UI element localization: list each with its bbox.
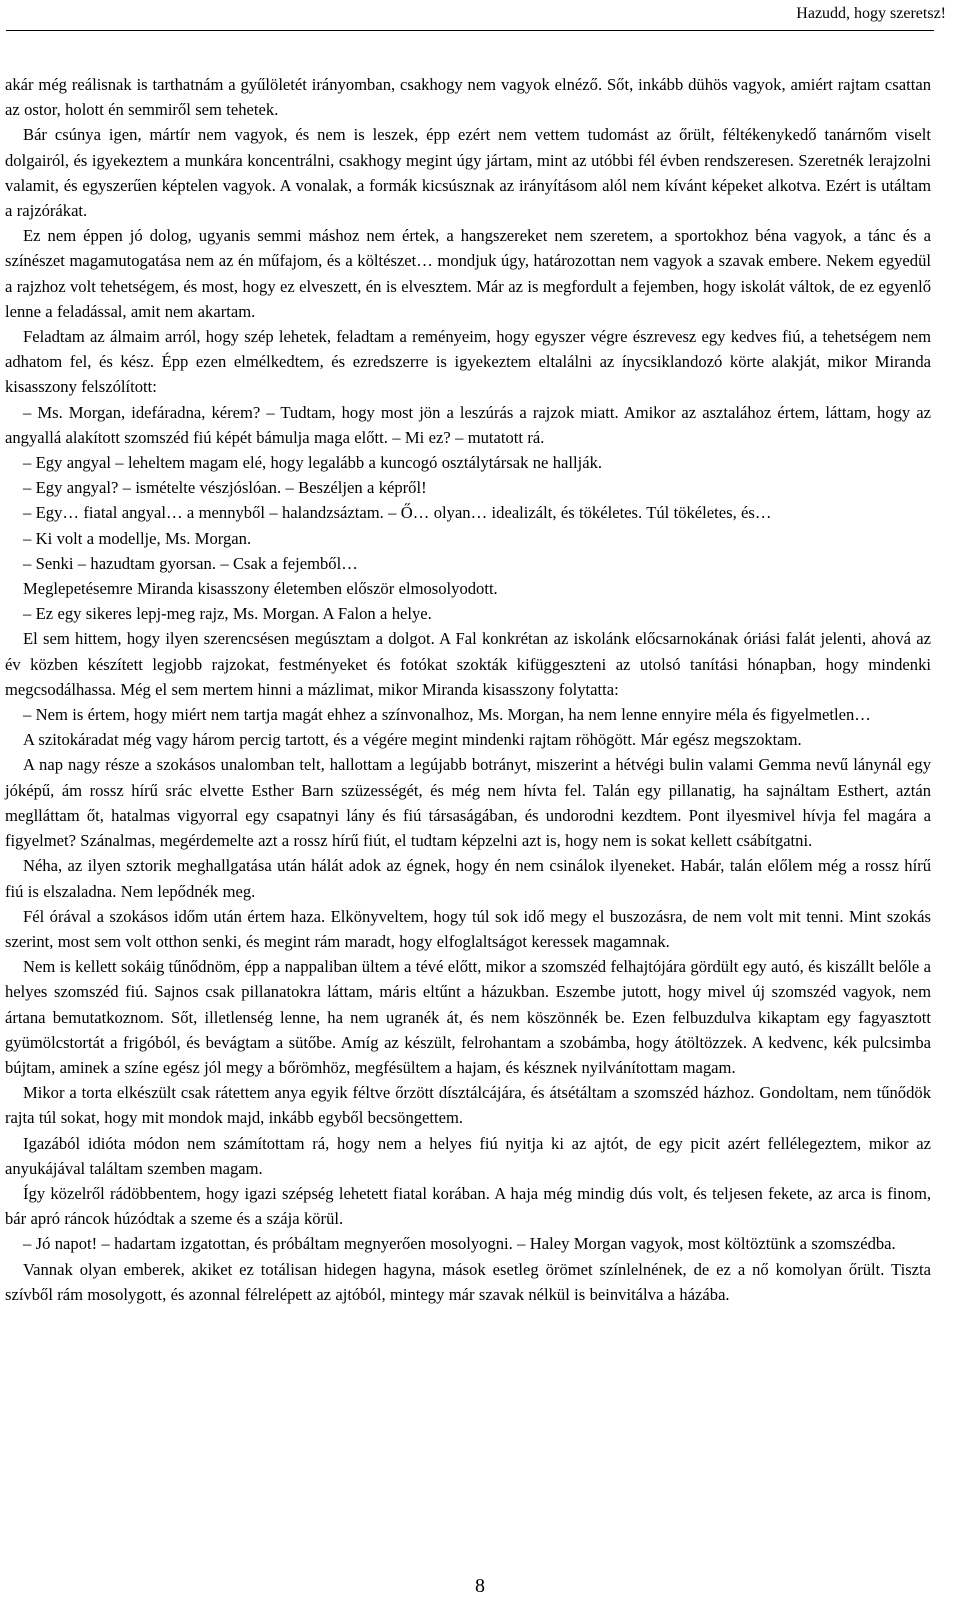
dialogue-line: – Egy… fiatal angyal… a mennyből – halandzsáztam. – Ő… olyan… idealizált, és tökéletes. Túl tökéletes, és… <box>23 503 772 523</box>
paragraph: Vannak olyan emberek, akiket ez totálisan hidegen hagyna, mások esetleg örömet színlelnének, de ez a nő komolyan őrült. Tiszta szívből rám mosolygott, és azonnal félrelépett az ajtóból, mintegy már szavak nélkül is beinvitálva a házába. <box>5 1259 931 1304</box>
paragraph: Bár csúnya igen, mártír nem vagyok, és nem is leszek, épp ezért nem vettem tudomást az őrült, féltékenykedő tanárnőm viselt dolgairól, és igyekeztem a munkára koncentrálni, csakhogy megint úgy jártam, mint az utóbbi fél évben rendszeresen. Szeretnék lerajzolni valamit, és egyszerűen képtelen vagyok. A vonalak, a formák kicsúsznak az irányításom alól nem kívánt képeket alkotva. Ezért is utáltam a rajzórákat. <box>5 125 931 221</box>
paragraph: Fél órával a szokásos időm után értem haza. Elkönyveltem, hogy túl sok idő megy el buszozásra, de nem volt mit tenni. Mint szokás szerint, most sem volt otthon senki, és megint rám maradt, hogy elfoglaltságot keressek magamnak. <box>5 906 931 951</box>
paragraph: Meglepetésemre Miranda kisasszony életemben először elmosolyodott. <box>23 579 498 599</box>
paragraph: Nem is kellett sokáig tűnődnöm, épp a nappaliban ültem a tévé előtt, mikor a szomszéd felhajtójára gördült egy autó, és kiszállt belőle a helyes szomszéd fiú. Sajnos csak pillanatokra láttam, máris eltűnt a házukban. Eszembe jutott, hogy mivel új szomszéd vagyok, nem ártana bemutatkoznom. Sőt, illetlenség lenne, ha nem ugranék át, és nem köszönnék be. Ezen felbuzdulva kikaptam egy fagyasztott gyümölcstortát a frigóból, és bevágtam a sütőbe. Amíg az készült, felrohantam a szobámba, hogy átöltözzek. A kedvenc, kék pulcsimba bújtam, aminek a színe egész jól megy a bőrömhöz, megfésültem a hajam, és késznek nyilvánítottam magam. <box>5 957 931 1077</box>
paragraph: Néha, az ilyen sztorik meghallgatása után hálát adok az égnek, hogy én nem csinálok ilyeneket. Habár, talán előlem még a rossz hírű fiú is elszaladna. Nem lepődnék meg. <box>5 856 931 901</box>
paragraph: Mikor a torta elkészült csak rátettem anya egyik féltve őrzött dísztálcájára, és átsétáltam a szomszéd házhoz. Gondoltam, nem tűnődök rajta túl sokat, hogy mit mondok majd, inkább egyből becsöngettem. <box>5 1083 931 1128</box>
paragraph: Feladtam az álmaim arról, hogy szép lehetek, feladtam a reményeim, hogy egyszer végre észrevesz egy kedves fiú, a tehetségem nem adhatom fel, és kész. Épp ezen elmélkedtem, és ezredszerre is igyekeztem eltalálni az ínycsiklandozó körte alakját, mikor Miranda kisasszony felszólított: <box>5 327 931 397</box>
dialogue-line: – Ms. Morgan, idefáradna, kérem? – Tudtam, hogy most jön a leszúrás a rajzok miatt. Amikor az asztalához értem, láttam, hogy az angyallá alakított szomszéd fiú képét bámulja maga előtt. – Mi ez? – mutatott rá. <box>5 402 931 447</box>
dialogue-line: – Egy angyal – leheltem magam elé, hogy legalább a kuncogó osztálytársak ne hallják. <box>23 453 603 473</box>
dialogue-line: – Ez egy sikeres lepj-meg rajz, Ms. Morgan. A Falon a helye. <box>23 604 432 624</box>
dialogue-line: – Egy angyal? – ismételte vészjóslóan. – Beszéljen a képről! <box>23 478 427 498</box>
paragraph: Ez nem éppen jó dolog, ugyanis semmi máshoz nem értek, a hangszereket nem szeretem, a sportokhoz béna vagyok, a tánc és a színészet magamutogatása nem az én műfajom, és a költészet… mondjuk úgy, határozottan nem vagyok a szavak embere. Nekem egyedül a rajzhoz volt tehetségem, és most, hogy ez elveszett, én is elvesztem. Már az is megfordult a fejemben, hogy iskolát váltok, de ez egyenlő lenne a feladással, amit nem akartam. <box>5 226 931 321</box>
running-header: Hazudd, hogy szeretsz! <box>796 5 946 22</box>
dialogue-line: – Senki – hazudtam gyorsan. – Csak a fejemből… <box>23 553 358 573</box>
dialogue-line: – Nem is értem, hogy miért nem tartja magát ehhez a színvonalhoz, Ms. Morgan, ha nem lenne ennyire méla és figyelmetlen… <box>23 705 871 725</box>
dialogue-line: – Jó napot! – hadartam izgatottan, és próbáltam megnyerően mosolyogni. – Haley Morgan vagyok, most költöztünk a szomszédba. <box>23 1234 896 1254</box>
paragraph: El sem hittem, hogy ilyen szerencsésen megúsztam a dolgot. A Fal konkrétan az iskolánk előcsarnokának óriási falát jelenti, ahová az év közben készített legjobb rajzokat, festményeket és fotókat szokták kifüggeszteni az utolsó tanítási hónapban, hogy mindenki megcsodálhassa. Még el sem mertem hinni a mázlimat, mikor Miranda kisasszony folytatta: <box>5 629 931 699</box>
paragraph: Igazából idióta módon nem számítottam rá, hogy nem a helyes fiú nyitja ki az ajtót, de egy picit azért fellélegeztem, mikor az anyukájával találtam szemben magam. <box>5 1133 931 1178</box>
paragraph: Így közelről rádöbbentem, hogy igazi szépség lehetett fiatal korában. A haja még mindig dús volt, és teljesen fekete, az arca is finom, bár apró ráncok húzódtak a szeme és a szája körül. <box>5 1183 931 1229</box>
paragraph: akár még reálisnak is tarthatnám a gyűlöletét irányomban, csakhogy nem vagyok elnéző. Sőt, inkább dühös vagyok, amiért rajtam csattan az ostor, holott én semmiről sem tehetek. <box>5 75 931 120</box>
paragraph: A nap nagy része a szokásos unalomban telt, hallottam a legújabb botrányt, miszerint a hétvégi bulin valami Gemma nevű lánynál egy jóképű, ám rossz hírű srác elvette Esther Barn szüzességét, és még nem hívta fel. Talán egy pillanatig, ha sajnáltam Esthert, aztán meglláttam őt, hatalmas vigyorral egy csapatnyi lány és fiú társaságában, és undorodni kezdtem. Pont ilyesmivel hívja fel magára a figyelmet? Szánalmas, megérdemelte azt a rossz hírű fiút, el tudtam képzelni azt is, hogy nem is sokat kellett csábítgatni. <box>5 755 931 851</box>
paragraph: A szitokáradat még vagy három percig tartott, és a végére megint mindenki rajtam röhögött. Már egész megszoktam. <box>23 730 802 750</box>
page-number: 8 <box>475 1575 485 1597</box>
dialogue-line: – Ki volt a modellje, Ms. Morgan. <box>23 528 252 548</box>
header-rule <box>6 30 934 31</box>
body-text <box>5 72 931 1307</box>
